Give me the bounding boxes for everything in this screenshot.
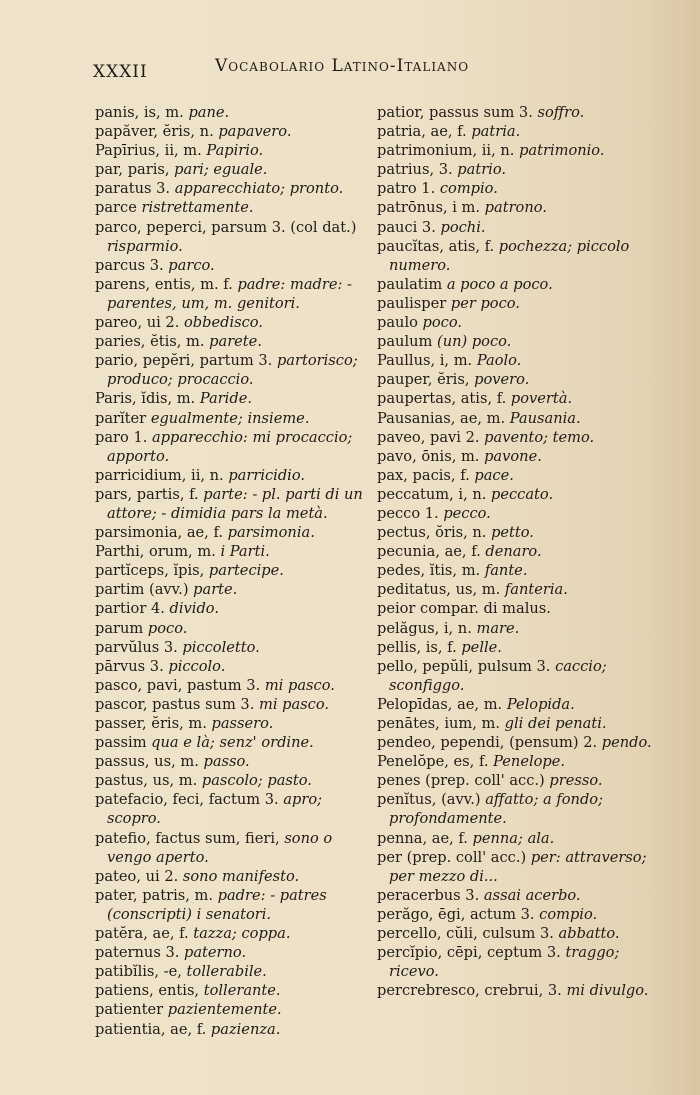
dictionary-entry: [377, 733, 657, 752]
entry-lemma: pauci 3.: [377, 218, 436, 236]
dictionary-entry: [377, 466, 657, 485]
dictionary-entry: [95, 103, 375, 122]
entry-meaning: poco.: [147, 619, 188, 637]
dictionary-entry: [95, 466, 375, 485]
entry-lemma: pax, pacis, f.: [377, 466, 470, 484]
entry-meaning: piccolo.: [168, 657, 226, 675]
entry-lemma: per (prep. coll' acc.): [377, 848, 527, 866]
entry-meaning: (un) poco.: [437, 333, 512, 351]
entry-meaning: povertà.: [510, 390, 573, 408]
dictionary-entry: [95, 275, 375, 313]
entry-meaning: parricidio.: [228, 466, 306, 484]
entry-meaning: patrimonio.: [519, 142, 605, 160]
dictionary-entry: [377, 561, 657, 580]
entry-lemma: parce: [95, 199, 137, 217]
entry-meaning: qua e là; senz' ordine.: [151, 734, 314, 752]
entry-meaning: padre: - patres (conscripti) i senatori.: [107, 886, 327, 923]
entry-lemma: patrōnus, i m.: [377, 199, 481, 217]
entry-lemma: patĕra, ae, f.: [95, 925, 189, 943]
dictionary-entry: [95, 122, 375, 141]
entry-lemma: paupertas, atis, f.: [377, 390, 507, 408]
entry-meaning: partecipe.: [208, 562, 284, 580]
page-header: [0, 56, 700, 86]
dictionary-entry: [377, 409, 657, 428]
entry-lemma: perăgo, ēgi, actum 3.: [377, 905, 535, 923]
dictionary-entry: [377, 657, 657, 695]
dictionary-entry: [95, 389, 375, 408]
dictionary-entry: [377, 905, 657, 924]
entry-lemma: paucĭtas, atis, f.: [377, 237, 495, 255]
entry-meaning: papavero.: [218, 123, 292, 141]
dictionary-entry: [95, 867, 375, 886]
entry-meaning: parco.: [168, 256, 215, 274]
entry-lemma: passus, us, m.: [95, 753, 199, 771]
dictionary-entry: [95, 542, 375, 561]
entry-meaning: per poco.: [450, 294, 520, 312]
entry-lemma: partim (avv.): [95, 581, 189, 599]
entry-meaning: ristrettamente.: [141, 199, 254, 217]
entry-meaning: fanteria.: [504, 581, 568, 599]
entry-meaning: piccoletto.: [182, 638, 260, 656]
entry-meaning: traggo; ricevo.: [389, 944, 620, 981]
entry-lemma: pelăgus, i, n.: [377, 619, 472, 637]
entry-lemma: pectus, ŏris, n.: [377, 524, 487, 542]
entry-meaning: mi pasco.: [264, 676, 335, 694]
entry-lemma: partĭceps, ĭpis,: [95, 562, 205, 580]
entry-meaning: i Parti.: [220, 543, 270, 561]
entry-lemma: patiens, entis,: [95, 982, 200, 1000]
entry-lemma: pendeo, pependi, (pensum) 2.: [377, 734, 598, 752]
entry-lemma: Pausanias, ae, m.: [377, 409, 506, 427]
entry-meaning: Pausania.: [509, 409, 581, 427]
entry-meaning: affatto; a fondo; profondamente.: [389, 791, 603, 828]
entry-lemma: penātes, ium, m.: [377, 715, 501, 732]
entry-lemma: penna, ae, f.: [377, 829, 468, 847]
dictionary-entry: [95, 1000, 375, 1019]
entry-lemma: paulum: [377, 333, 433, 351]
entry-lemma: pellis, is, f.: [377, 638, 457, 656]
dictionary-entry: [95, 179, 375, 198]
entry-lemma: patienter: [95, 1001, 164, 1019]
dictionary-entry: [95, 619, 375, 638]
entry-meaning: egualmente; insieme.: [150, 409, 310, 427]
entry-meaning: Paolo.: [476, 352, 522, 370]
dictionary-entry: [95, 561, 375, 580]
dictionary-entry: [95, 733, 375, 752]
entry-meaning: pane.: [188, 104, 230, 121]
dictionary-entry: [95, 771, 375, 790]
entry-meaning: poco.: [422, 314, 463, 332]
dictionary-entry: [377, 886, 657, 905]
dictionary-entry: [95, 695, 375, 714]
entry-lemma: patro 1.: [377, 180, 436, 198]
dictionary-entry: [377, 504, 657, 523]
dictionary-entry: [95, 523, 375, 542]
dictionary-entry: [95, 332, 375, 351]
dictionary-entry: [95, 790, 375, 828]
entry-lemma: parcus 3.: [95, 256, 164, 274]
entry-lemma: pars, partis, f.: [95, 485, 199, 503]
entry-lemma: patria, ae, f.: [377, 123, 467, 141]
entry-lemma: penĭtus, (avv.): [377, 791, 481, 809]
entry-meaning: padre: madre: - parentes, um, m. genitori.: [107, 275, 352, 312]
entry-meaning: Paride.: [199, 390, 252, 408]
entry-lemma: Paris, ĭdis, m.: [95, 390, 196, 408]
entry-meaning: petto.: [491, 524, 534, 542]
dictionary-entry: [95, 198, 375, 217]
entry-meaning: soffro.: [537, 104, 585, 121]
entry-lemma: parco, peperci, parsum 3. (col dat.): [95, 218, 357, 236]
dictionary-entry: [95, 141, 375, 160]
entry-meaning: Penelope.: [493, 753, 566, 771]
entry-meaning: fante.: [484, 562, 528, 580]
entry-lemma: pario, pepĕri, partum 3.: [95, 352, 273, 370]
dictionary-entry: [377, 237, 657, 275]
entry-meaning: abbatto.: [558, 925, 620, 943]
left-column: [95, 103, 375, 1039]
dictionary-entry: [95, 638, 375, 657]
dictionary-entry: [95, 829, 375, 867]
dictionary-entry: [95, 1020, 375, 1039]
entry-lemma: pascor, pastus sum 3.: [95, 695, 255, 713]
dictionary-entry: [95, 714, 375, 733]
entry-lemma: peracerbus 3.: [377, 886, 480, 904]
dictionary-entry: [95, 676, 375, 695]
entry-meaning: patrio.: [457, 161, 507, 179]
entry-meaning: apparecchio: mi procaccio; apporto.: [107, 428, 353, 465]
dictionary-entry: [95, 428, 375, 466]
dictionary-entry: [377, 313, 657, 332]
entry-meaning: mi divulgo.: [566, 982, 649, 1000]
entry-lemma: patrius, 3.: [377, 161, 453, 179]
dictionary-entry: [377, 924, 657, 943]
dictionary-entry: [377, 943, 657, 981]
dictionary-entry: [377, 275, 657, 294]
entry-lemma: parvŭlus 3.: [95, 638, 178, 656]
entry-meaning: apro; scopro.: [107, 791, 323, 828]
entry-lemma: paulisper: [377, 294, 447, 312]
entry-lemma: pastus, us, m.: [95, 772, 198, 790]
dictionary-entry: [377, 695, 657, 714]
entry-meaning: sono manifesto.: [182, 867, 300, 885]
entry-meaning: pecco.: [443, 504, 491, 522]
dictionary-entry: [95, 313, 375, 332]
entry-lemma: Papīrius, ii, m.: [95, 142, 202, 160]
dictionary-entry: [95, 580, 375, 599]
entry-meaning: sono o vengo aperto.: [107, 829, 333, 866]
entry-lemma: patrimonium, ii, n.: [377, 142, 515, 160]
entry-lemma: passim: [95, 734, 147, 752]
dictionary-entry: [95, 218, 375, 256]
entry-lemma: partior 4.: [95, 600, 165, 618]
entry-meaning: presso.: [549, 772, 603, 790]
dictionary-entry: [377, 179, 657, 198]
entry-lemma: percĭpio, cēpi, ceptum 3.: [377, 944, 561, 962]
entry-meaning: Pelopida.: [506, 695, 575, 713]
dictionary-entry: [377, 848, 657, 886]
entry-meaning: per: attraverso; per mezzo di...: [389, 848, 647, 885]
entry-lemma: patientia, ae, f.: [95, 1020, 207, 1038]
entry-lemma: passer, ĕris, m.: [95, 715, 207, 732]
dictionary-entry: [95, 256, 375, 275]
dictionary-entry: [377, 428, 657, 447]
dictionary-entry: [95, 886, 375, 924]
entry-lemma: pecunia, ae, f.: [377, 543, 481, 561]
entry-meaning: pazientemente.: [167, 1001, 282, 1019]
entry-meaning: tollerabile.: [186, 963, 267, 981]
entry-lemma: par, paris,: [95, 161, 170, 179]
entry-lemma: paries, ĕtis, m.: [95, 333, 205, 351]
entry-lemma: paveo, pavi 2.: [377, 428, 480, 446]
dictionary-entry: [377, 160, 657, 179]
entry-meaning: tollerante.: [203, 982, 281, 1000]
entry-meaning: pari; eguale.: [174, 161, 268, 179]
dictionary-entry: [95, 962, 375, 981]
dictionary-entry: [377, 542, 657, 561]
entry-meaning: obbedisco.: [184, 314, 263, 332]
dictionary-entry: [377, 981, 657, 1000]
dictionary-entry: [377, 638, 657, 657]
entry-meaning: compio.: [439, 180, 498, 198]
dictionary-entry: [95, 943, 375, 962]
entry-lemma: pater, patris, m.: [95, 886, 213, 904]
dictionary-entry: [377, 351, 657, 370]
dictionary-entry: [377, 752, 657, 771]
entry-meaning: pavone.: [484, 447, 542, 465]
entry-lemma: Penelŏpe, es, f.: [377, 753, 489, 771]
dictionary-entry: [95, 409, 375, 428]
dictionary-entry: [377, 714, 657, 733]
entry-lemma: pello, pepŭli, pulsum 3.: [377, 657, 551, 675]
entry-meaning: gli dei penati.: [504, 715, 607, 732]
entry-lemma: parum: [95, 619, 144, 637]
dictionary-entry: [377, 599, 657, 618]
entry-meaning: passero.: [211, 715, 274, 732]
dictionary-entry: [377, 447, 657, 466]
entry-lemma: penes (prep. coll' acc.): [377, 772, 545, 790]
dictionary-entry: [95, 752, 375, 771]
dictionary-entry: [377, 790, 657, 828]
entry-lemma: percrebresco, crebrui, 3.: [377, 982, 562, 1000]
entry-meaning: povero.: [474, 371, 530, 389]
entry-meaning: compio.: [539, 905, 598, 923]
dictionary-entry: [377, 141, 657, 160]
dictionary-entry: [377, 370, 657, 389]
dictionary-entry: [377, 580, 657, 599]
dictionary-entry: [95, 981, 375, 1000]
entry-lemma: pateo, ui 2.: [95, 867, 179, 885]
entry-meaning: parte.: [193, 581, 238, 599]
dictionary-entry: [377, 619, 657, 638]
entry-meaning: pascolo; pasto.: [201, 772, 312, 790]
dictionary-entry: [377, 122, 657, 141]
entry-meaning: patrono.: [484, 199, 547, 217]
dictionary-entry: [377, 829, 657, 848]
entry-lemma: paulatim: [377, 275, 443, 293]
entry-lemma: parricidium, ii, n.: [95, 466, 224, 484]
entry-lemma: papăver, ĕris, n.: [95, 123, 214, 141]
entry-meaning: divido.: [169, 600, 219, 618]
entry-meaning: pace.: [474, 466, 514, 484]
entry-meaning: pochezza; piccolo numero.: [389, 237, 630, 274]
entry-lemma: paternus 3.: [95, 944, 180, 962]
entry-lemma: pecco 1.: [377, 504, 439, 522]
entry-meaning: Papirio.: [206, 142, 264, 160]
entry-lemma: patibĭlis, -e,: [95, 963, 182, 981]
dictionary-entry: [95, 160, 375, 179]
entry-meaning: tazza; coppa.: [193, 925, 291, 943]
entry-lemma: pedes, ĭtis, m.: [377, 562, 481, 580]
entry-lemma: peior compar. di malus.: [377, 600, 551, 618]
dictionary-entry: [377, 485, 657, 504]
entry-lemma: Paullus, i, m.: [377, 352, 473, 370]
entry-lemma: parĭter: [95, 409, 147, 427]
entry-lemma: patior, passus sum 3.: [377, 104, 533, 121]
entry-lemma: peditatus, us, m.: [377, 581, 501, 599]
dictionary-entry: [377, 771, 657, 790]
entry-meaning: patria.: [471, 123, 521, 141]
entry-lemma: pasco, pavi, pastum 3.: [95, 676, 261, 694]
dictionary-entry: [95, 924, 375, 943]
entry-meaning: paterno.: [184, 944, 247, 962]
entry-meaning: risparmio.: [107, 237, 183, 255]
entry-lemma: parens, entis, m. f.: [95, 275, 233, 293]
entry-meaning: pochi.: [440, 218, 486, 236]
entry-lemma: paro 1.: [95, 428, 148, 446]
running-head: Vocabolario Latino-Italiano: [215, 56, 470, 76]
dictionary-entry: [377, 198, 657, 217]
dictionary-entry: [377, 332, 657, 351]
dictionary-entry: [377, 103, 657, 122]
dictionary-entry: [377, 218, 657, 237]
entry-meaning: pendo.: [601, 734, 652, 752]
entry-meaning: partorisco; produco; procaccio.: [107, 352, 358, 389]
entry-meaning: a poco a poco.: [446, 275, 553, 293]
entry-lemma: peccatum, i, n.: [377, 485, 487, 503]
entry-lemma: paratus 3.: [95, 180, 171, 198]
entry-meaning: denaro.: [485, 543, 542, 561]
entry-lemma: pauper, ĕris,: [377, 371, 470, 389]
dictionary-entry: [377, 523, 657, 542]
entry-meaning: apparecchiato; pronto.: [174, 180, 344, 198]
entry-lemma: percello, cŭli, culsum 3.: [377, 925, 554, 943]
entry-lemma: panis, is, m.: [95, 104, 184, 121]
entry-meaning: parete.: [209, 333, 262, 351]
entry-meaning: assai acerbo.: [483, 886, 581, 904]
entry-lemma: pareo, ui 2.: [95, 314, 180, 332]
entry-meaning: passo.: [203, 753, 250, 771]
entry-meaning: pazienza.: [210, 1020, 281, 1038]
entry-meaning: peccato.: [491, 485, 554, 503]
entry-meaning: pelle.: [461, 638, 502, 656]
entry-meaning: parte: - pl. parti di un attore; - dimidia pars la metà.: [107, 485, 363, 522]
dictionary-entry: [95, 599, 375, 618]
entry-meaning: penna; ala.: [472, 829, 555, 847]
right-column: [377, 103, 657, 1000]
entry-meaning: caccio; sconfiggo.: [389, 657, 607, 694]
entry-lemma: pavo, ōnis, m.: [377, 447, 480, 465]
entry-lemma: Parthi, orum, m.: [95, 543, 216, 561]
entry-lemma: paulo: [377, 314, 418, 332]
entry-lemma: parsimonia, ae, f.: [95, 524, 223, 542]
entry-lemma: Pelopīdas, ae, m.: [377, 695, 503, 713]
entry-meaning: parsimonia.: [227, 524, 315, 542]
entry-lemma: patefacio, feci, factum 3.: [95, 791, 279, 809]
dictionary-entry: [377, 389, 657, 408]
dictionary-entry: [377, 294, 657, 313]
dictionary-entry: [95, 485, 375, 523]
entry-meaning: mi pasco.: [259, 695, 330, 713]
entry-meaning: mare.: [476, 619, 520, 637]
dictionary-entry: [95, 351, 375, 389]
entry-lemma: patefio, factus sum, fieri,: [95, 829, 280, 847]
entry-meaning: pavento; temo.: [484, 428, 595, 446]
entry-lemma: pārvus 3.: [95, 657, 164, 675]
dictionary-entry: [95, 657, 375, 676]
page-number: XXXII: [93, 62, 148, 82]
